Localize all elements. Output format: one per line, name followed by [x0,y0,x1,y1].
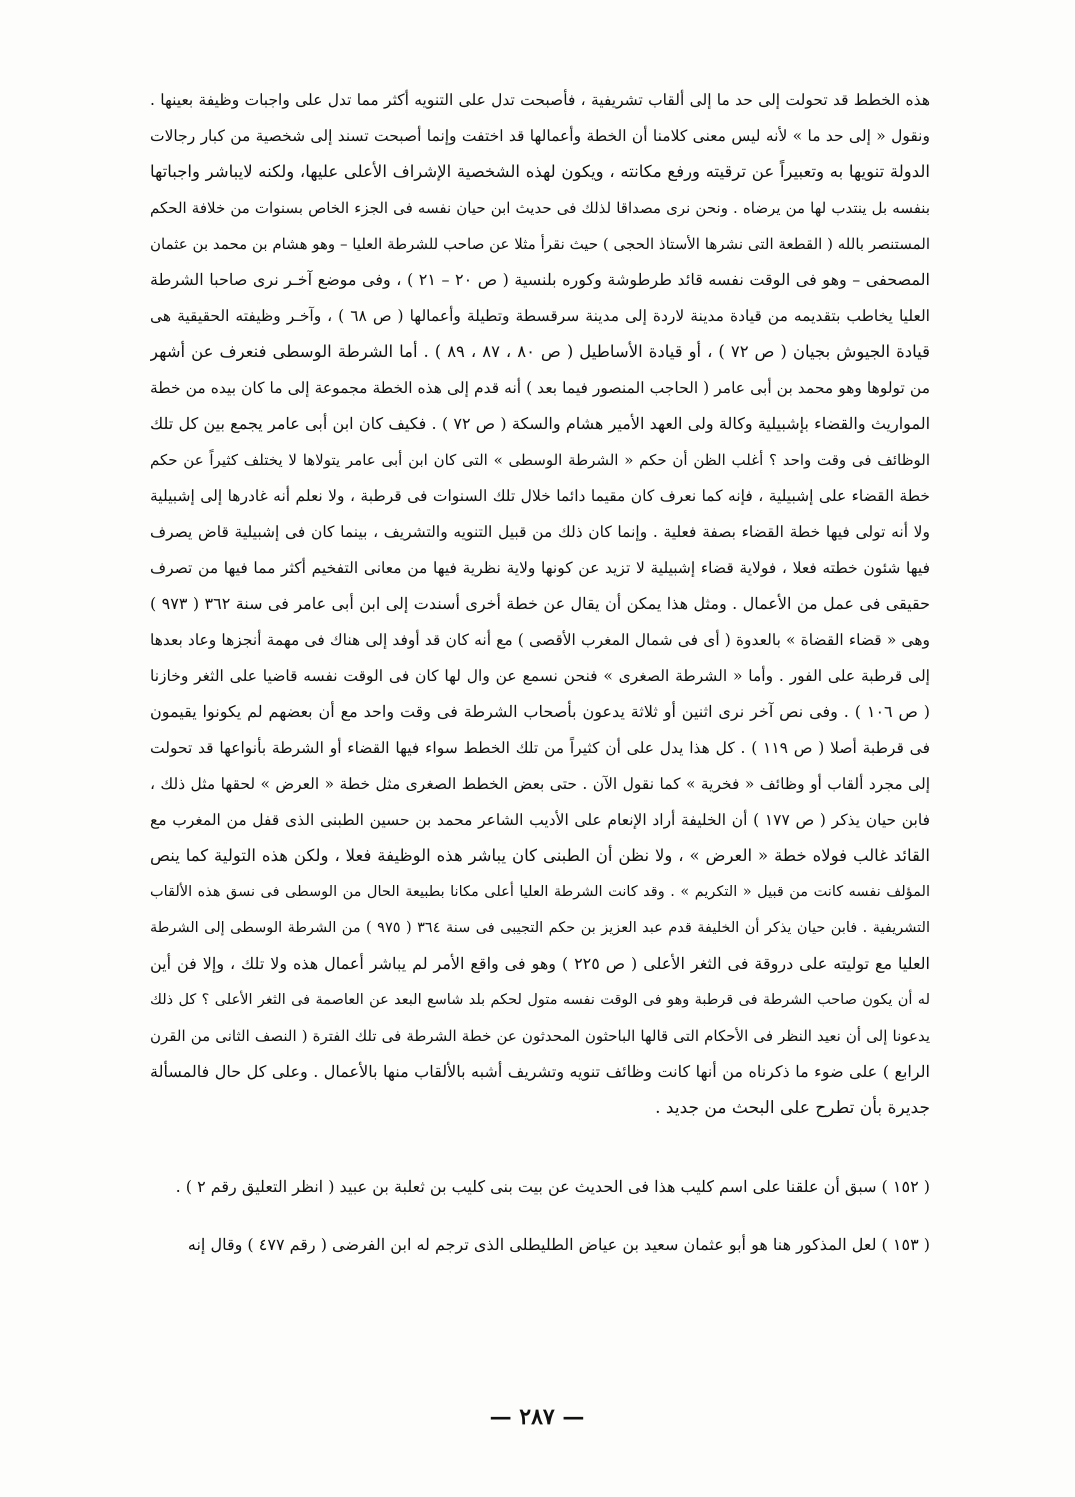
body-line-6: المصحفى – وهو فى الوقت نفسه قائد طرطوشة وكوره بلنسية ( ص ٢٠ – ٢١ ) ، وفى موضع آخـر نرى صاحبا الشرطة [150,270,930,289]
body-line-21: فابن حيان يذكر ( ص ١٧٧ ) أن الخليفة أراد الإنعام على الأديب الشاعر محمد بن حسين الطبنى الذى قفل من المغرب مع [150,811,930,829]
body-line-11: الوظائف فى وقت واحد ؟ أغلب الظن أن حكم « الشرطة الوسطى » التى كان ابن أبى عامر يتولاها لا يختلف كثيراً عن حكم [150,451,930,469]
body-line-13: ولا أنه تولى فيها خطة القضاء بصفة فعلية . وإنما كان ذلك من قبيل التنويه والتشريف ، بينما كان فى إشبيلية قاض يصرف [150,523,930,541]
body-line-26: له أن يكون صاحب الشرطة فى قرطبة وهو فى الوقت نفسه متول لحكم بلد شاسع البعد عن العاصمة فى الثغر الأعلى ؟ كل ذلك [150,992,930,1008]
page-number: — ٢٨٧ — [489,1404,585,1430]
body-line-15: حقيقى فى عمل من الأعمال . ومثل هذا يمكن أن يقال عن خطة أخرى أسندت إلى ابن أبى عامر فى سنة ٣٦٢ ( ٩٧٣ ) [150,594,930,613]
footnote-153: ( ١٥٣ ) لعل المذكور هنا هو أبو عثمان سعيد بن عياض الطليطلى الذى ترجم له ابن الفرضى ( رقم ٤٧٧ ) وقال إنه [187,1235,930,1254]
body-line-8: قيادة الجيوش بجيان ( ص ٧٢ ) ، أو قيادة الأساطيل ( ص ٨٠ ، ٨٧ ، ٨٩ ) . أما الشرطة الوسطى فنعرف عن أشهر [150,342,930,361]
body-line-25: العليا مع توليته على دروقة فى الثغر الأعلى ( ص ٢٢٥ ) وهو فى واقع الأمر لم يباشر أعمال هذه ولا تلك ، وإلا فن أين [150,954,930,973]
body-line-28: الرابع ) على ضوء ما ذكرناه من أنها كانت وظائف تنويه وتشريف أشبه بالألقاب منها بالأعمال . وعلى كل حال فالمسألة [150,1062,930,1081]
body-line-12: خطة القضاء على إشبيلية ، فإنه كما نعرف كان مقيما دائما خلال تلك السنوات فى قرطبة ، ولا نعلم أنه غادرها إلى إشبيلية [150,487,930,505]
main-text [150,82,930,1257]
body-line-5: المستنصر بالله ( القطعة التى نشرها الأستاذ الحجى ) حيث نقرأ مثلا عن صاحب للشرطة العليا – وهو هشام بن محمد بن عثمان [150,235,930,253]
body-line-9: من تولوها وهو محمد بن أبى عامر ( الحاجب المنصور فيما بعد ) أنه قدم إلى هذه الخطة مجموعة إلى ما كان بيده من خطة [150,379,930,397]
footnote-152: ( ١٥٢ ) سبق أن علقنا على اسم كليب هذا فى الحديث عن بيت بنى كليب بن ثعلبة بن عبيد ( انظر التعليق رقم ٢ ) . [175,1177,930,1196]
body-line-27: يدعونا إلى أن نعيد النظر فى الأحكام التى قالها الباحثون المحدثون عن خطة الشرطة فى تلك الفترة ( النصف الثانى من القرن [150,1027,930,1045]
body-line-16: وهى « قضاء القضاة » بالعدوة ( أى فى شمال المغرب الأقصى ) مع أنه كان قد أوفد إلى هناك فى مهمة أنجزها وعاد بعدها [150,631,930,649]
body-line-19: فى قرطبة أصلا ( ص ١١٩ ) . كل هذا يدل على أن كثيراً من تلك الخطط سواء فيها القضاء أو الشرطة بأنواعها قد تحولت [150,739,930,757]
body-line-18: ( ص ١٠٦ ) . وفى نص آخر نرى اثنين أو ثلاثة يدعون بأصحاب الشرطة فى وقت واحد مع أن بعضهم لم يكونوا يقيمون [150,702,930,721]
body-line-14: فيها شئون خطته فعلا ، فولاية قضاء إشبيلية لا تزيد عن كونها ولاية نظرية فيها من معانى التفخيم أكثر مما فيها من تصرف [150,559,930,577]
body-line-3: الدولة تنويها به وتعبيراً عن ترقيته ورفع مكانته ، ويكون لهذه الشخصية الإشراف الأعلى عليها، ولكنه لايباشر واجباتها [150,162,930,181]
body-line-4: بنفسه بل ينتدب لها من يرضاه . ونحن نرى مصداقا لذلك فى حديث ابن حيان نفسه فى الجزء الخاص بسنوات من خلافة الحكم [150,199,930,217]
body-line-24: التشريفية . فابن حيان يذكر أن الخليفة قدم عبد العزيز بن حكم التجيبى فى سنة ٣٦٤ ( ٩٧٥ ) من الشرطة الوسطى إلى الشرطة [150,920,930,936]
body-line-20: إلى مجرد ألقاب أو وظائف « فخرية » كما نقول الآن . حتى بعض الخطط الصغرى مثل خطة « العرض » لحقها مثل ذلك ، [150,775,930,793]
body-line-22: القائد غالب فولاه خطة « العرض » ، ولا نظن أن الطبنى كان يباشر هذه الوظيفة فعلا ، ولكن هذه التولية كما ينص [150,846,930,865]
body-line-23: المؤلف نفسه كانت من قبيل « التكريم » . وقد كانت الشرطة العليا أعلى مكانا بطبيعة الحال من الوسطى فى نسق هذه الألقاب [150,884,930,900]
body-line-1: هذه الخطط قد تحولت إلى حد ما إلى ألقاب تشريفية ، فأصبحت تدل على التنويه أكثر مما تدل على واجبات وظيفة بعينها . [150,91,930,109]
body-line-10: المواريث والقضاء بإشبيلية وكالة ولى العهد الأمير هشام والسكة ( ص ٧٢ ) . فكيف كان ابن أبى عامر يجمع بين كل تلك [150,414,930,433]
body-line-7: العليا يخاطب بتقديمه من قيادة مدينة لاردة إلى مدينة سرقسطة وتطيلة وأعمالها ( ص ٦٨ ) ، وآخـر وظيفته الحقيقية هى [150,307,930,325]
body-line-29: جديرة بأن تطرح على البحث من جديد . [655,1098,930,1118]
body-line-17: إلى قرطبة على الفور . وأما « الشرطة الصغرى » فنحن نسمع عن وال لها كان فى الوقت نفسه قاضيا على الثغر وخازنا [150,667,930,685]
body-line-2: ونقول « إلى حد ما » لأنه ليس معنى كلامنا أن الخطة وأعمالها قد اختفت وإنما أصبحت تسند إلى شخصية من كبار رجالات [150,127,930,145]
